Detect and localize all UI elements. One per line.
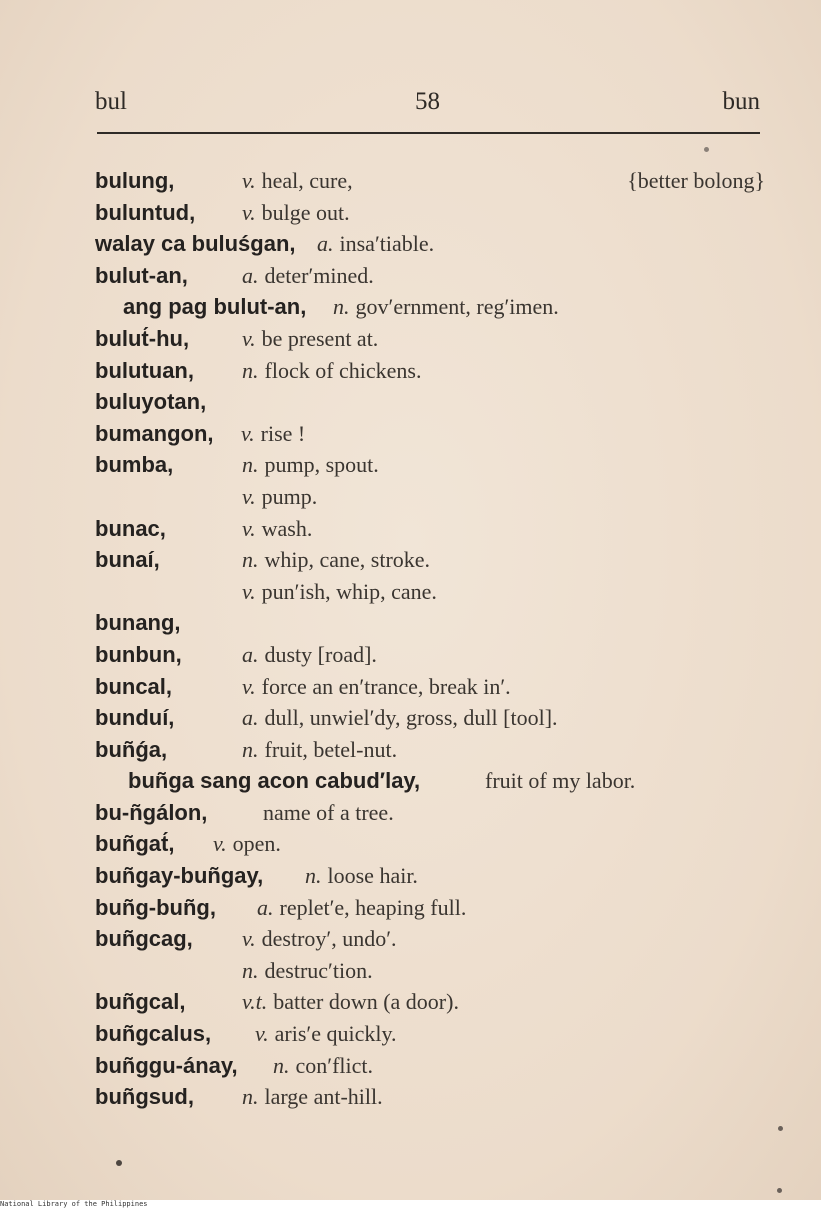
entry-pos: v. (242, 483, 256, 509)
ink-speck (778, 1126, 783, 1131)
entry-gloss: pump, spout. (264, 452, 379, 478)
header-rule (97, 132, 760, 134)
running-head-first-word: bul (95, 88, 127, 115)
entry-definition (242, 702, 558, 734)
entry-pos: v. (242, 578, 256, 604)
entry-gloss: heal, cure, (261, 168, 353, 193)
dictionary-entry (95, 165, 765, 197)
entry-gloss: pump. (261, 483, 318, 509)
entry-definition (242, 513, 312, 545)
dictionary-entry (95, 860, 765, 892)
entry-headword: bunang, (95, 610, 181, 636)
running-head-last-word: bun (722, 88, 760, 115)
dictionary-entry (95, 386, 765, 418)
dictionary-entry-continuation (95, 576, 765, 608)
entry-gloss: dull, unwiel′dy, gross, dull [tool]. (264, 705, 558, 731)
entry-pos: n. (305, 863, 322, 889)
entry-headword: buncal, (95, 673, 173, 699)
entry-headword: bu-ñgálon, (95, 799, 208, 825)
entry-definition (242, 260, 374, 292)
entry-headword: buñǵa, (95, 736, 168, 762)
dictionary-entry (95, 797, 765, 829)
entry-definition (242, 323, 378, 355)
entry-gloss: fruit of my labor. (485, 768, 636, 794)
dictionary-subentry (95, 765, 765, 797)
entry-pos: v. (242, 325, 256, 351)
entry-pos: n. (242, 357, 259, 383)
entry-gloss: replet′e, heaping full. (279, 894, 467, 920)
entry-headword: buñga sang acon cabud′lay, (128, 768, 421, 794)
entry-gloss: batter down (a door). (273, 989, 459, 1015)
entry-gloss: loose hair. (327, 863, 418, 889)
entry-gloss: pun′ish, whip, cane. (261, 578, 437, 604)
entry-headword: bunac, (95, 515, 166, 541)
entry-headword: bunaí, (95, 547, 160, 573)
entry-pos: n. (242, 736, 259, 762)
entry-headword: buñg-buñg, (95, 894, 216, 920)
entry-pos: v. (241, 420, 255, 446)
entry-pos: v.t. (242, 989, 268, 1015)
entry-definition (273, 1050, 373, 1082)
dictionary-entry (95, 607, 765, 639)
dictionary-entry (95, 702, 765, 734)
entry-headword: bumba, (95, 452, 174, 478)
entry-pos: n. (242, 547, 259, 573)
entry-headword: buñggu-ánay, (95, 1052, 238, 1078)
footer-credit: National Library of the Philippines (0, 1200, 821, 1208)
entry-definition (242, 671, 511, 703)
dictionary-entry (95, 323, 765, 355)
entry-gloss: wash. (261, 515, 313, 541)
entry-definition (242, 165, 353, 197)
dictionary-entry-continuation (95, 955, 765, 987)
entry-headword: bulut́-hu, (95, 325, 190, 351)
entry-gloss: name of a tree. (263, 799, 394, 825)
entry-definition (242, 1081, 383, 1113)
dictionary-entry (95, 355, 765, 387)
dictionary-entry (95, 1081, 765, 1113)
entry-headword: buñgay-buñgay, (95, 863, 264, 889)
entry-definition (242, 734, 397, 766)
entry-definition (305, 860, 418, 892)
entry-gloss: open. (232, 831, 281, 857)
entry-gloss: whip, cane, stroke. (264, 547, 431, 573)
ink-speck (777, 1188, 782, 1193)
running-head (95, 88, 760, 124)
entry-headword: buluntud, (95, 199, 196, 225)
entry-gloss: destroy′, undo′. (261, 926, 397, 952)
entry-pos: a. (257, 894, 274, 920)
entry-gloss: gov′ernment, reg′imen. (355, 294, 559, 320)
entry-definition (257, 892, 466, 924)
entry-gloss: con′flict. (295, 1052, 374, 1078)
entry-headword: bulut-an, (95, 262, 188, 288)
dictionary-entry (95, 418, 765, 450)
entry-definition (242, 576, 437, 608)
dictionary-entry (95, 1050, 765, 1082)
entry-headword: bunbun, (95, 641, 182, 667)
dictionary-entry (95, 986, 765, 1018)
entry-gloss: destruc′tion. (264, 957, 373, 983)
ink-speck (704, 147, 709, 152)
dictionary-entry (95, 513, 765, 545)
entry-definition (242, 355, 422, 387)
dictionary-entry (95, 1018, 765, 1050)
page-number: 58 (415, 88, 440, 115)
entry-gloss: bulge out. (261, 199, 350, 225)
entry-gloss: deter′mined. (264, 262, 374, 288)
dictionary-entry-continuation (95, 481, 765, 513)
entry-pos: v. (213, 831, 227, 857)
entry-pos: a. (242, 641, 259, 667)
entry-definition (242, 955, 373, 987)
entry-headword: bulutuan, (95, 357, 194, 383)
entry-headword: bunduí, (95, 705, 175, 731)
dictionary-entry (95, 449, 765, 481)
entry-headword: buñgcal, (95, 989, 186, 1015)
entry-headword: bulung, (95, 168, 175, 193)
entry-pos: n. (333, 294, 350, 320)
entry-definition (317, 228, 434, 260)
entry-pos: v. (242, 926, 256, 952)
ink-speck (116, 1160, 122, 1166)
entry-gloss: force an en′trance, break in′. (261, 673, 511, 699)
entry-pos: v. (242, 168, 256, 193)
entry-gloss: large ant-hill. (264, 1084, 383, 1110)
entry-headword: buñgsud, (95, 1084, 194, 1110)
entry-pos: v. (242, 673, 256, 699)
dictionary-entry (95, 734, 765, 766)
entry-definition (241, 418, 305, 450)
dictionary-entry (95, 923, 765, 955)
entry-pos: v. (255, 1021, 269, 1047)
dictionary-entry (95, 544, 765, 576)
entry-pos: v. (242, 199, 256, 225)
entry-definition (242, 544, 430, 576)
entry-definition (263, 797, 394, 829)
entry-list (95, 165, 765, 1113)
entry-pos: a. (242, 262, 259, 288)
entry-headword: bumangon, (95, 420, 214, 446)
dictionary-subentry (95, 291, 765, 323)
entry-gloss: be present at. (261, 325, 379, 351)
entry-gloss: rise ! (260, 420, 306, 446)
entry-pos: n. (242, 1084, 259, 1110)
entry-gloss: insa′tiable. (339, 231, 435, 257)
entry-pos: v. (242, 515, 256, 541)
entry-pos: n. (242, 957, 259, 983)
dictionary-entry (95, 228, 765, 260)
entry-definition (485, 765, 635, 797)
entry-pos: n. (273, 1052, 290, 1078)
entry-definition (242, 986, 459, 1018)
dictionary-entry (95, 671, 765, 703)
entry-headword: buluyotan, (95, 389, 207, 415)
entry-definition (213, 828, 281, 860)
entry-definition (242, 449, 379, 481)
entry-headword: buñgcag, (95, 926, 193, 952)
entry-headword: buñgcalus, (95, 1021, 212, 1047)
entry-gloss: dusty [road]. (264, 641, 377, 667)
entry-headword: ang pag bulut-an, (123, 294, 307, 320)
entry-definition (242, 197, 350, 229)
entry-headword: walay ca buluśgan, (95, 231, 296, 257)
entry-pos: a. (242, 705, 259, 731)
entry-headword: buñgat́, (95, 831, 175, 857)
dictionary-entry (95, 639, 765, 671)
dictionary-entry (95, 260, 765, 292)
entry-gloss: flock of chickens. (264, 357, 422, 383)
dictionary-entry (95, 892, 765, 924)
entry-definition (242, 481, 317, 513)
entry-definition (255, 1018, 397, 1050)
dictionary-entry (95, 197, 765, 229)
entry-gloss: fruit, betel-nut. (264, 736, 398, 762)
entry-pos: a. (317, 231, 334, 257)
entry-definition (242, 923, 397, 955)
entry-definition (333, 291, 559, 323)
entry-note: {better bolong} (627, 168, 765, 193)
entry-definition (242, 639, 377, 671)
entry-gloss: aris′e quickly. (274, 1021, 397, 1047)
dictionary-entry (95, 828, 765, 860)
entry-pos: n. (242, 452, 259, 478)
